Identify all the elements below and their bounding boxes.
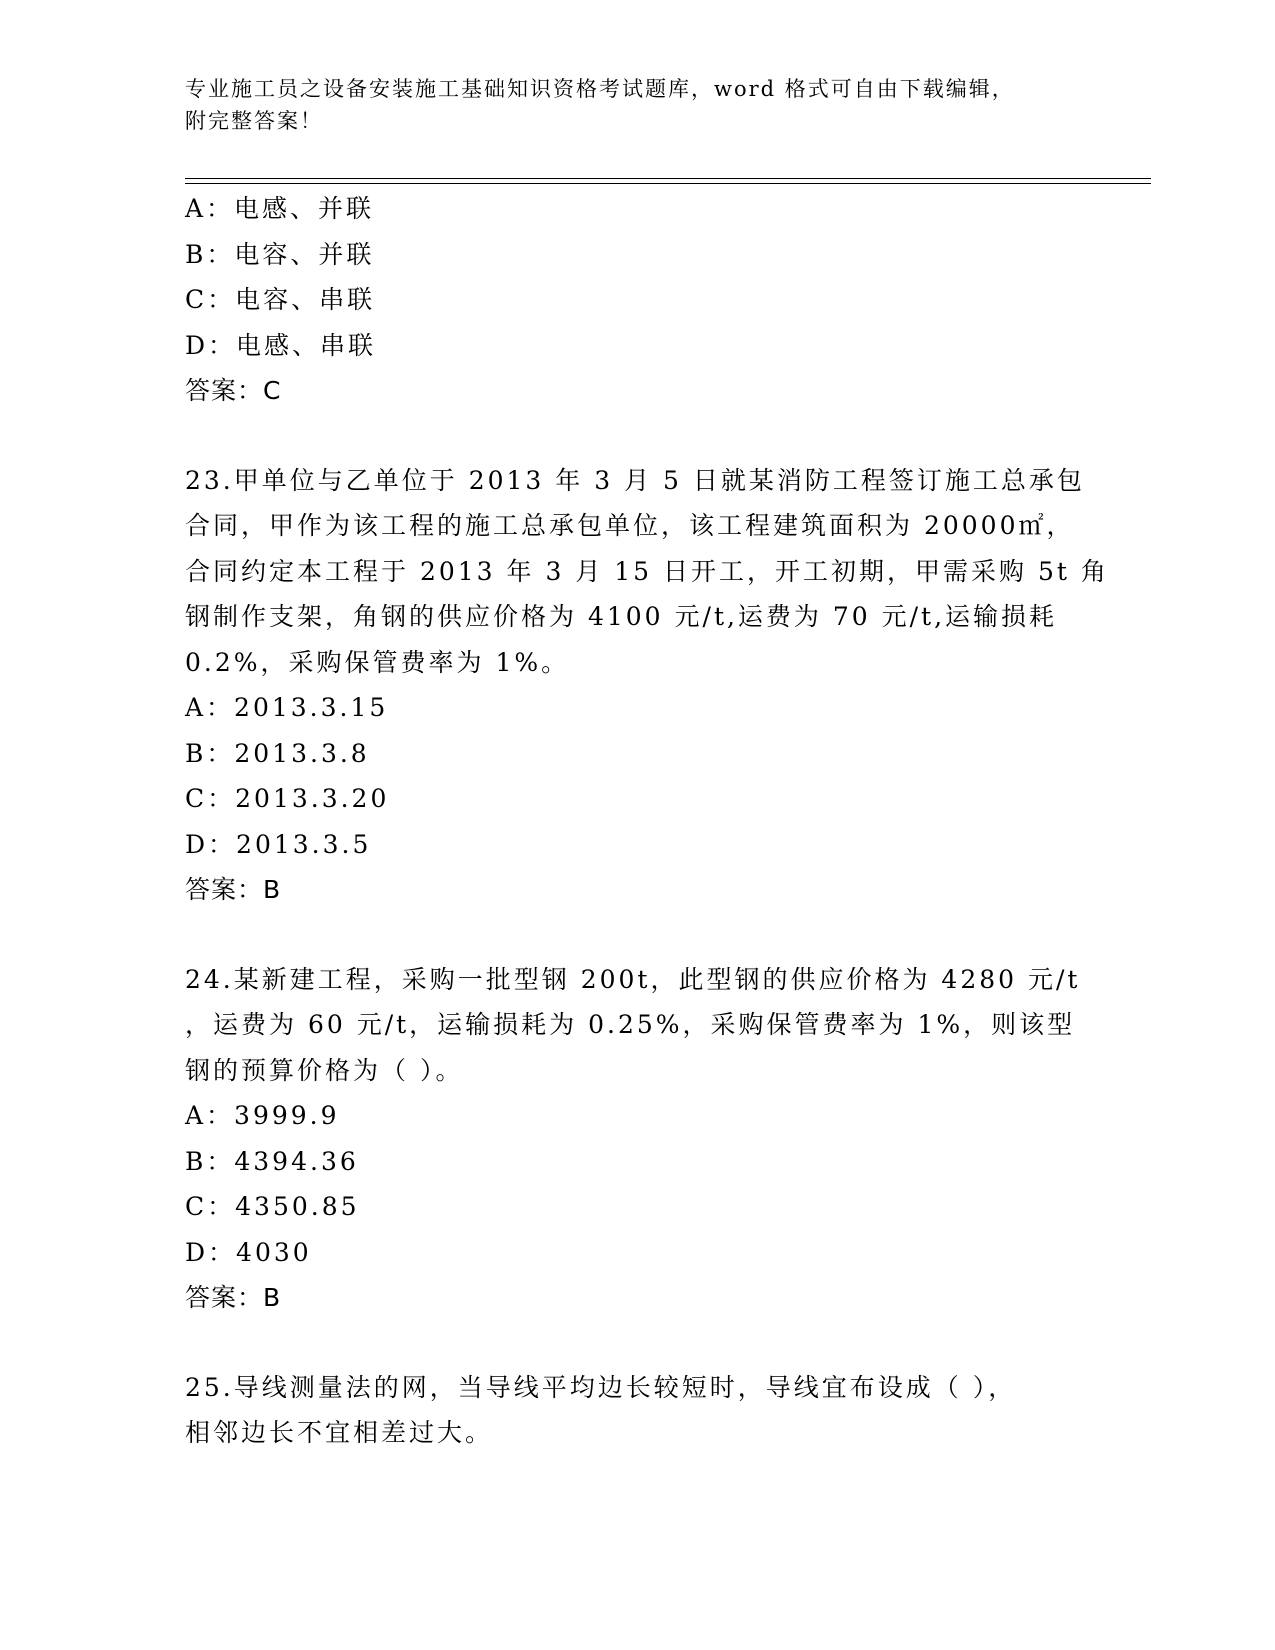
question-text-line: 钢制作支架，角钢的供应价格为 4100 元/t,运费为 70 元/t,运输损耗 bbox=[185, 602, 1058, 631]
question-25-block bbox=[185, 1365, 1065, 1456]
option-c: C：4350.85 bbox=[185, 1192, 360, 1221]
option-d: D：4030 bbox=[185, 1237, 312, 1267]
header-divider-bottom bbox=[185, 183, 1151, 184]
question-24-block bbox=[185, 957, 1081, 1321]
question-text-line: 0.2%，采购保管费率为 1%。 bbox=[185, 647, 570, 677]
prev-question-block bbox=[185, 186, 1065, 414]
option-b: B：4394.36 bbox=[185, 1146, 359, 1176]
header-line-2: 附完整答案！ bbox=[185, 109, 323, 133]
option-a: A：3999.9 bbox=[185, 1101, 340, 1130]
question-content bbox=[185, 186, 1109, 1456]
question-text-line: 24.某新建工程，采购一批型钢 200t，此型钢的供应价格为 4280 元/t bbox=[185, 964, 1081, 994]
question-text-line: 钢的预算价格为（ ）。 bbox=[185, 1055, 464, 1085]
option-b: B：电容、并联 bbox=[185, 239, 375, 269]
option-c: C：电容、串联 bbox=[185, 285, 376, 314]
question-text-line: 合同约定本工程于 2013 年 3 月 15 日开工，开工初期，甲需采购 5t 角 bbox=[185, 556, 1109, 586]
question-text-line: 合同，甲作为该工程的施工总承包单位，该工程建筑面积为 20000㎡， bbox=[185, 511, 1075, 540]
answer-line: 答案：B bbox=[185, 1283, 282, 1312]
option-d: D：电感、串联 bbox=[185, 330, 377, 360]
document-header bbox=[185, 73, 1085, 137]
question-text-line: 25.导线测量法的网，当导线平均边长较短时，导线宜布设成（ ）， bbox=[185, 1372, 1017, 1402]
answer-line: 答案：B bbox=[185, 875, 282, 904]
option-a: A：电感、并联 bbox=[185, 194, 375, 223]
question-text-line: 23.甲单位与乙单位于 2013 年 3 月 5 日就某消防工程签订施工总承包 bbox=[185, 465, 1085, 495]
header-divider-top bbox=[185, 178, 1151, 179]
question-text-line: ，运费为 60 元/t，运输损耗为 0.25%，采购保管费率为 1%，则该型 bbox=[185, 1010, 1076, 1039]
option-a: A：2013.3.15 bbox=[185, 693, 389, 722]
answer-line: 答案：C bbox=[185, 376, 282, 405]
question-23-block bbox=[185, 458, 1109, 913]
question-text-line: 相邻边长不宜相差过大。 bbox=[185, 1418, 494, 1447]
header-line-1: 专业施工员之设备安装施工基础知识资格考试题库，word 格式可自由下载编辑， bbox=[185, 77, 1015, 101]
option-c: C：2013.3.20 bbox=[185, 784, 390, 813]
option-b: B：2013.3.8 bbox=[185, 738, 370, 768]
option-d: D：2013.3.5 bbox=[185, 829, 372, 859]
